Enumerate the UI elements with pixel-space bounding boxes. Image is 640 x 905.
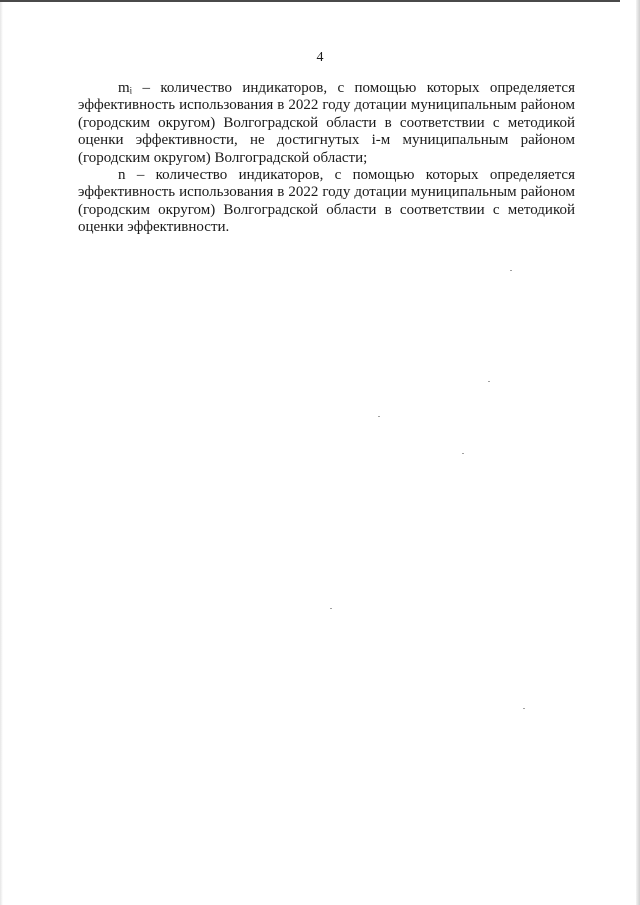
scan-speck bbox=[462, 453, 464, 454]
page-number: 4 bbox=[316, 50, 324, 65]
text-line: эффективность использования в 2022 году дотации муниципальным bbox=[78, 184, 517, 201]
scan-speck bbox=[510, 270, 512, 271]
scan-left-edge bbox=[0, 0, 3, 905]
document-body bbox=[78, 80, 575, 237]
scan-speck bbox=[523, 708, 525, 709]
scan-speck bbox=[488, 381, 490, 382]
scan-speck bbox=[330, 608, 332, 609]
text-line: n – количество индикаторов, с помощью которых определяется bbox=[118, 167, 575, 184]
scan-top-border bbox=[0, 0, 620, 2]
paragraph-n-definition bbox=[78, 167, 575, 237]
text-line: с методикой оценки эффективности. bbox=[78, 201, 576, 236]
text-line: районом (городским округом) Волгоградской области в соответствии bbox=[78, 184, 576, 218]
paragraph-m-definition bbox=[78, 80, 575, 167]
text-line: mᵢ – количество индикаторов, с помощью которых определяется bbox=[118, 80, 575, 96]
text-line: районом (городским округом) Волгоградской области в соответствии bbox=[78, 97, 576, 131]
scan-speck bbox=[378, 416, 380, 417]
scan-right-edge bbox=[636, 0, 640, 905]
text-line: районом (городским округом) Волгоградской области; bbox=[78, 132, 575, 166]
text-line: эффективность использования в 2022 году дотации муниципальным bbox=[78, 97, 517, 114]
text-line: с методикой оценки эффективности, не достигнутых i-м муниципальным bbox=[78, 114, 576, 149]
